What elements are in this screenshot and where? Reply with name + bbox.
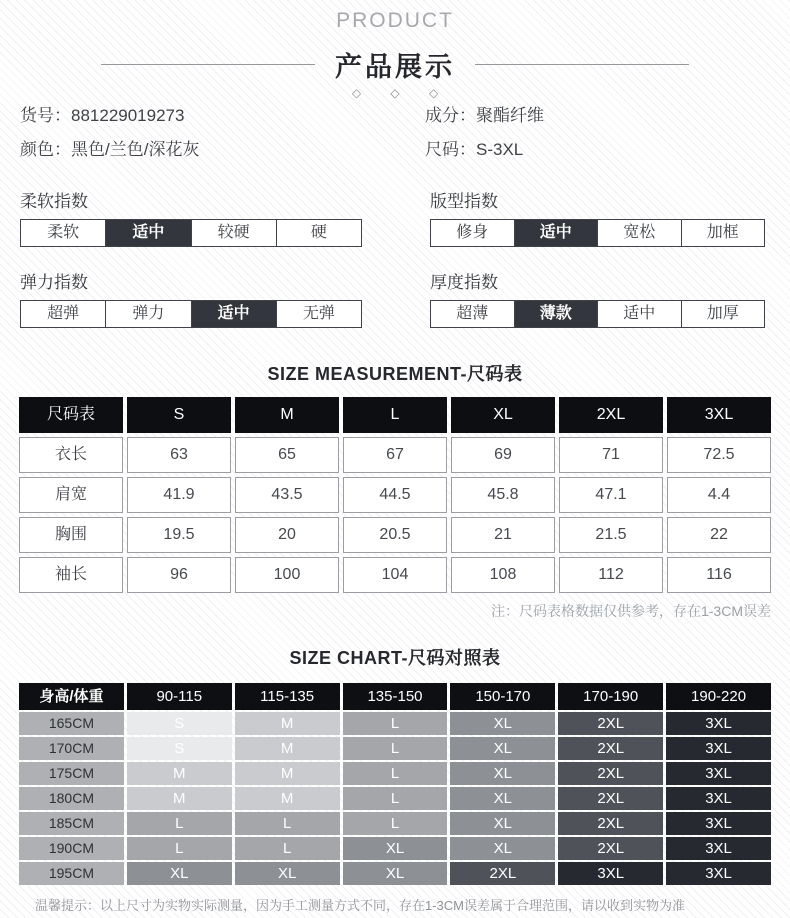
chart-row-label: 175CM xyxy=(19,762,124,785)
chart-cell-size: S xyxy=(127,737,232,760)
chart-cell-size: 2XL xyxy=(450,862,555,885)
index-section-title: 柔软指数 xyxy=(20,192,88,211)
chart-cell-size: XL xyxy=(450,787,555,810)
measurement-column-header: S xyxy=(127,397,231,433)
measurement-cell-value: 67 xyxy=(343,437,447,473)
chart-cell-size: 3XL xyxy=(666,712,771,735)
measurement-cell-value: 69 xyxy=(451,437,555,473)
chart-cell-size: 2XL xyxy=(558,787,663,810)
measurement-cell-value: 116 xyxy=(667,557,771,593)
chart-row-label: 185CM xyxy=(19,812,124,835)
footer-tip: 温馨提示：以上尺寸为实物实际测量，因为手工测量方式不同，存在1-3CM误差属于合理范围，请以收到实物为准 xyxy=(35,898,686,913)
chart-cell-size: XL xyxy=(235,862,340,885)
measurement-column-header: 尺码表 xyxy=(19,397,123,433)
index-option: 柔软 xyxy=(47,224,80,241)
chart-column-header: 135-150 xyxy=(343,683,448,710)
chart-cell-size: XL xyxy=(450,812,555,835)
measurement-cell-value: 104 xyxy=(343,557,447,593)
index-section-title: 版型指数 xyxy=(430,192,498,211)
chart-cell-size: 3XL xyxy=(666,762,771,785)
measurement-cell-value: 100 xyxy=(235,557,339,593)
chart-cell-size: L xyxy=(343,812,448,835)
chart-cell-size: 2XL xyxy=(558,812,663,835)
measurement-cell-value: 63 xyxy=(127,437,231,473)
index-option: 宽松 xyxy=(597,220,681,246)
index-bar xyxy=(430,300,765,328)
index-option: 加框 xyxy=(681,220,765,246)
measurement-column-header: M xyxy=(235,397,339,433)
size-chart-title: SIZE CHART-尺码对照表 xyxy=(289,648,501,668)
chart-cell-size: 3XL xyxy=(558,862,663,885)
info-label: 成分： xyxy=(425,106,476,125)
chart-row-label: 170CM xyxy=(19,737,124,760)
chart-cell-size: 3XL xyxy=(666,837,771,860)
info-value: S-3XL xyxy=(476,140,524,159)
index-option: 超薄 xyxy=(456,305,489,322)
measurement-column-header: L xyxy=(343,397,447,433)
index-section xyxy=(430,187,765,247)
measurement-row-label: 袖长 xyxy=(19,557,123,593)
measurement-cell-value: 44.5 xyxy=(343,477,447,513)
index-option: 无弹 xyxy=(276,301,361,327)
measurement-cell-value: 71 xyxy=(559,437,663,473)
title-divider-left xyxy=(101,64,315,65)
index-option: 修身 xyxy=(456,224,489,241)
chart-cell-size: 3XL xyxy=(666,737,771,760)
index-option-selected: 适中 xyxy=(191,301,276,327)
measurement-cell-value: 21 xyxy=(451,517,555,553)
chart-cell-size: L xyxy=(343,787,448,810)
chart-cell-size: M xyxy=(235,737,340,760)
index-option-selected: 适中 xyxy=(105,220,190,246)
chart-column-header: 170-190 xyxy=(558,683,663,710)
index-option: 适中 xyxy=(597,301,681,327)
chart-column-header: 90-115 xyxy=(127,683,232,710)
chart-cell-size: M xyxy=(127,762,232,785)
measurement-cell-value: 43.5 xyxy=(235,477,339,513)
title-divider-right xyxy=(475,64,689,65)
product-info-item xyxy=(425,138,790,162)
chart-row-label: 165CM xyxy=(19,712,124,735)
index-section xyxy=(20,268,362,328)
measurement-cell-value: 20.5 xyxy=(343,517,447,553)
size-measurement-title: SIZE MEASUREMENT-尺码表 xyxy=(267,364,523,384)
info-value: 黑色/兰色/深花灰 xyxy=(71,140,200,159)
chart-row-label: 195CM xyxy=(19,862,124,885)
size-measurement-table xyxy=(19,397,771,593)
chart-cell-size: M xyxy=(235,787,340,810)
size-measurement-note: 注：尺码表格数据仅供参考，存在1-3CM误差 xyxy=(490,603,771,619)
index-bar xyxy=(430,219,765,247)
eyebrow-text: PRODUCT xyxy=(336,9,454,32)
page-title: 产品展示 xyxy=(335,52,455,82)
index-option: 弹力 xyxy=(105,301,190,327)
measurement-column-header: XL xyxy=(451,397,555,433)
page-header xyxy=(0,0,790,102)
title-row xyxy=(0,45,790,84)
measurement-cell-value: 19.5 xyxy=(127,517,231,553)
chart-column-header: 115-135 xyxy=(235,683,340,710)
chart-cell-size: 2XL xyxy=(558,837,663,860)
chart-cell-size: XL xyxy=(343,837,448,860)
info-value: 881229019273 xyxy=(71,106,185,125)
index-bar xyxy=(20,300,362,328)
product-info-item xyxy=(20,104,425,128)
index-section-title: 厚度指数 xyxy=(430,273,498,292)
measurement-column-header: 3XL xyxy=(667,397,771,433)
chart-cell-size: M xyxy=(235,712,340,735)
chart-cell-size: 2XL xyxy=(558,737,663,760)
chart-cell-size: 2XL xyxy=(558,712,663,735)
chart-cell-size: L xyxy=(127,812,232,835)
measurement-cell-value: 47.1 xyxy=(559,477,663,513)
measurement-cell-value: 96 xyxy=(127,557,231,593)
chart-cell-size: L xyxy=(127,837,232,860)
measurement-cell-value: 112 xyxy=(559,557,663,593)
chart-row-label: 180CM xyxy=(19,787,124,810)
measurement-cell-value: 108 xyxy=(451,557,555,593)
chart-cell-size: 3XL xyxy=(666,812,771,835)
chart-cell-size: M xyxy=(235,762,340,785)
measurement-cell-value: 22 xyxy=(667,517,771,553)
product-info-item xyxy=(20,138,425,162)
chart-cell-size: M xyxy=(127,787,232,810)
chart-cell-size: XL xyxy=(450,762,555,785)
measurement-cell-value: 20 xyxy=(235,517,339,553)
chart-cell-size: XL xyxy=(343,862,448,885)
measurement-column-header: 2XL xyxy=(559,397,663,433)
index-option: 硬 xyxy=(276,220,361,246)
chart-cell-size: L xyxy=(343,737,448,760)
measurement-row-label: 肩宽 xyxy=(19,477,123,513)
measurement-cell-value: 41.9 xyxy=(127,477,231,513)
chart-cell-size: XL xyxy=(450,837,555,860)
size-chart-table xyxy=(19,683,771,885)
info-label: 尺码： xyxy=(425,140,476,159)
chart-cell-size: S xyxy=(127,712,232,735)
chart-column-header: 身高/体重 xyxy=(19,683,124,710)
chart-row-label: 190CM xyxy=(19,837,124,860)
measurement-row-label: 胸围 xyxy=(19,517,123,553)
chart-cell-size: XL xyxy=(450,712,555,735)
index-option-selected: 薄款 xyxy=(514,301,598,327)
product-info-item xyxy=(425,104,790,128)
chart-cell-size: L xyxy=(343,762,448,785)
index-option-selected: 适中 xyxy=(514,220,598,246)
index-sections xyxy=(0,187,790,328)
diamond-ornament-icon: ◇ ◇ ◇ xyxy=(351,86,452,100)
measurement-cell-value: 4.4 xyxy=(667,477,771,513)
chart-cell-size: XL xyxy=(127,862,232,885)
chart-column-header: 150-170 xyxy=(450,683,555,710)
measurement-row-label: 衣长 xyxy=(19,437,123,473)
index-option: 较硬 xyxy=(191,220,276,246)
index-bar xyxy=(20,219,362,247)
index-option: 加厚 xyxy=(681,301,765,327)
info-value: 聚酯纤维 xyxy=(476,106,544,125)
measurement-cell-value: 72.5 xyxy=(667,437,771,473)
chart-cell-size: L xyxy=(343,712,448,735)
chart-cell-size: 3XL xyxy=(666,787,771,810)
measurement-cell-value: 45.8 xyxy=(451,477,555,513)
product-info xyxy=(0,104,790,162)
index-section-title: 弹力指数 xyxy=(20,273,88,292)
chart-cell-size: 2XL xyxy=(558,762,663,785)
measurement-cell-value: 21.5 xyxy=(559,517,663,553)
chart-column-header: 190-220 xyxy=(666,683,771,710)
chart-cell-size: XL xyxy=(450,737,555,760)
info-label: 货号： xyxy=(20,106,71,125)
index-section xyxy=(430,268,765,328)
measurement-cell-value: 65 xyxy=(235,437,339,473)
chart-cell-size: L xyxy=(235,812,340,835)
info-label: 颜色： xyxy=(20,140,71,159)
chart-cell-size: 3XL xyxy=(666,862,771,885)
index-option: 超弹 xyxy=(47,305,80,322)
index-section xyxy=(20,187,362,247)
chart-cell-size: L xyxy=(235,837,340,860)
